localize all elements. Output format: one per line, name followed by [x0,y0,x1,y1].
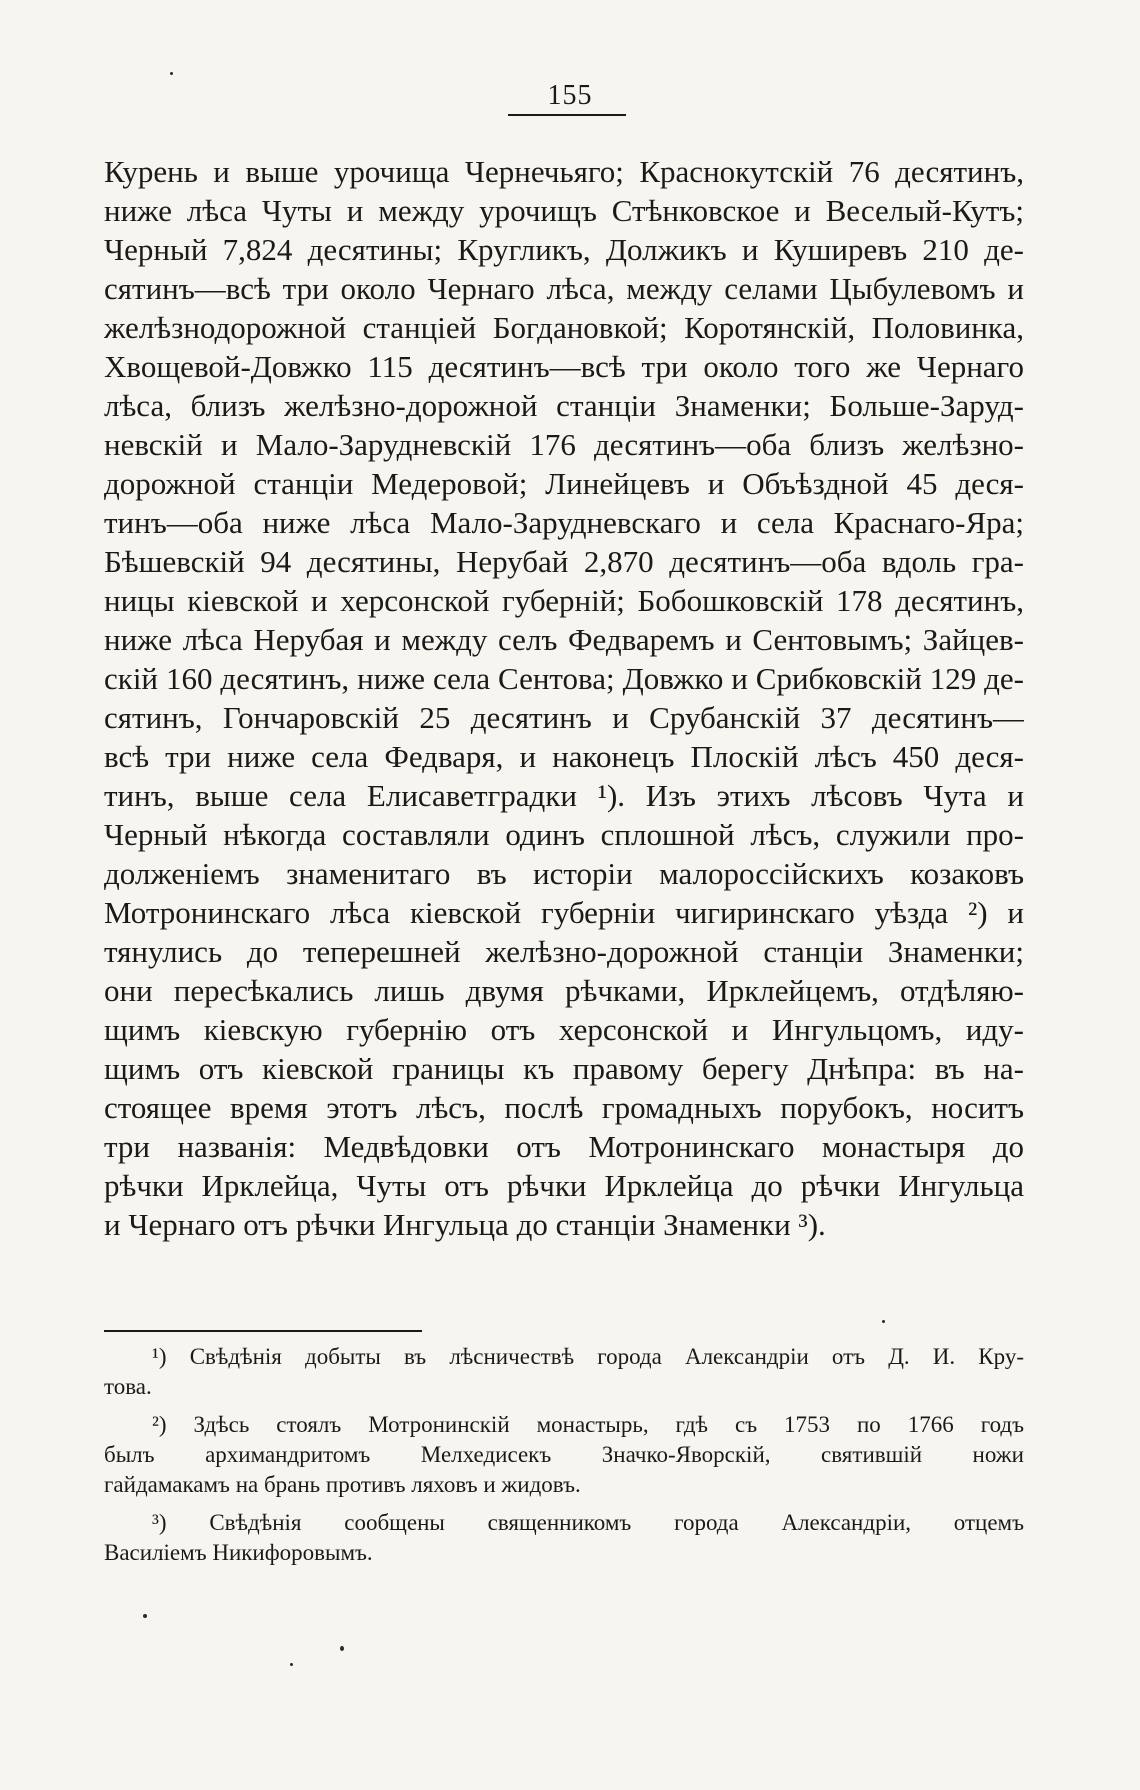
text-line: ниже лѣса Чуты и между урочищъ Стѣнковское и Веселый-Кутъ; [104,193,1024,228]
footnote-line: това. [104,1374,152,1399]
text-line: стоящее время этотъ лѣсъ, послѣ громадныхъ порубокъ, носитъ [104,1090,1024,1125]
ink-speck [340,1646,344,1651]
ink-speck [143,1614,147,1618]
footnote-line: Василіемъ Никифоровымъ. [104,1540,373,1565]
text-line: Черный нѣкогда составляли одинъ сплошной лѣсъ, служили про- [104,817,1024,852]
footnotes-block [104,1342,1024,1568]
text-line: дорожной станціи Медеровой; Линейцевъ и Объѣздной 45 деся- [104,466,1024,501]
text-line: тинъ, выше села Елисаветградки ¹). Изъ этихъ лѣсовъ Чута и [104,778,1024,813]
text-line: рѣчки Ирклейца, Чуты отъ рѣчки Ирклейца до рѣчки Ингульца [104,1168,1024,1203]
text-line: щимъ кіевскую губернію отъ херсонской и Ингульцомъ, иду- [104,1012,1024,1047]
text-line: сятинъ, Гончаровскій 25 десятинъ и Срубанскій 37 десятинъ— [104,700,1024,735]
footnote-line: ³) Свѣдѣнія сообщены священникомъ города Александріи, отцемъ [152,1510,1024,1535]
text-line: ницы кіевской и херсонской губерній; Бобошковскій 178 десятинъ, [104,583,1024,618]
text-line: Курень и выше урочища Чернечьяго; Краснокутскій 76 десятинъ, [104,154,1024,189]
ink-speck [882,1320,885,1323]
text-line: долженіемъ знаменитаго въ исторіи малороссійскихъ козаковъ [104,856,1024,891]
ink-speck [170,72,173,75]
text-line: всѣ три ниже села Федваря, и наконецъ Плоскій лѣсъ 450 деся- [104,739,1024,774]
text-line: они пересѣкались лишь двумя рѣчками, Ирклейцемъ, отдѣляю- [104,973,1024,1008]
page-number: 155 [547,80,593,111]
text-line: лѣса, близъ желѣзно-дорожной станціи Знаменки; Больше-Заруд- [104,388,1024,423]
text-line: Хвощевой-Довжко 115 десятинъ—всѣ три около того же Чернаго [104,349,1024,384]
text-line: Мотронинскаго лѣса кіевской губерніи чигиринскаго уѣзда ²) и [104,895,1024,930]
header-rule [508,114,626,116]
footnote-3 [104,1508,1024,1568]
text-line: сятинъ—всѣ три около Чернаго лѣса, между селами Цыбулевомъ и [104,271,1024,306]
footnote-line: ²) Здѣсь стоялъ Мотронинскій монастырь, гдѣ съ 1753 по 1766 годъ [152,1412,1024,1437]
text-line: Бѣшевскій 94 десятины, Нерубай 2,870 десятинъ—оба вдоль гра- [104,544,1024,579]
ink-speck [290,1663,293,1666]
footnote-separator [104,1330,422,1332]
text-line: щимъ отъ кіевской границы къ правому берегу Днѣпра: въ на- [104,1051,1024,1086]
text-line: Черный 7,824 десятины; Кругликъ, Должикъ и Куширевъ 210 де- [104,232,1024,267]
main-text-block [104,152,1024,1244]
text-line: скій 160 десятинъ, ниже села Сентова; Довжко и Срибковскій 129 де- [104,661,1024,696]
text-line: ниже лѣса Нерубая и между селъ Федваремъ и Сентовымъ; Зайцев- [104,622,1024,657]
footnote-line: ¹) Свѣдѣнія добыты въ лѣсничествѣ города Александріи отъ Д. И. Кру- [152,1344,1024,1369]
text-line: тинъ—оба ниже лѣса Мало-Зарудневскаго и села Краснаго-Яра; [104,505,1024,540]
footnote-line: гайдамакамъ на брань противъ ляховъ и жидовъ. [104,1472,581,1497]
footnote-2 [104,1410,1024,1500]
footnote-line: былъ архимандритомъ Мелхедисекъ Значко-Яворскій, святившій ножи [104,1442,1024,1467]
text-line: и Чернаго отъ рѣчки Ингульца до станціи Знаменки ³). [104,1207,826,1242]
footnote-1 [104,1342,1024,1402]
text-line: тянулись до теперешней желѣзно-дорожной станціи Знаменки; [104,934,1024,969]
text-line: желѣзнодорожной станціей Богдановкой; Коротянскій, Половинка, [104,310,1024,345]
text-line: невскій и Мало-Заруднeвскій 176 десятинъ—оба близъ желѣзно- [104,427,1024,462]
text-line: три названія: Медвѣдовки отъ Мотронинскаго монастыря до [104,1129,1024,1164]
